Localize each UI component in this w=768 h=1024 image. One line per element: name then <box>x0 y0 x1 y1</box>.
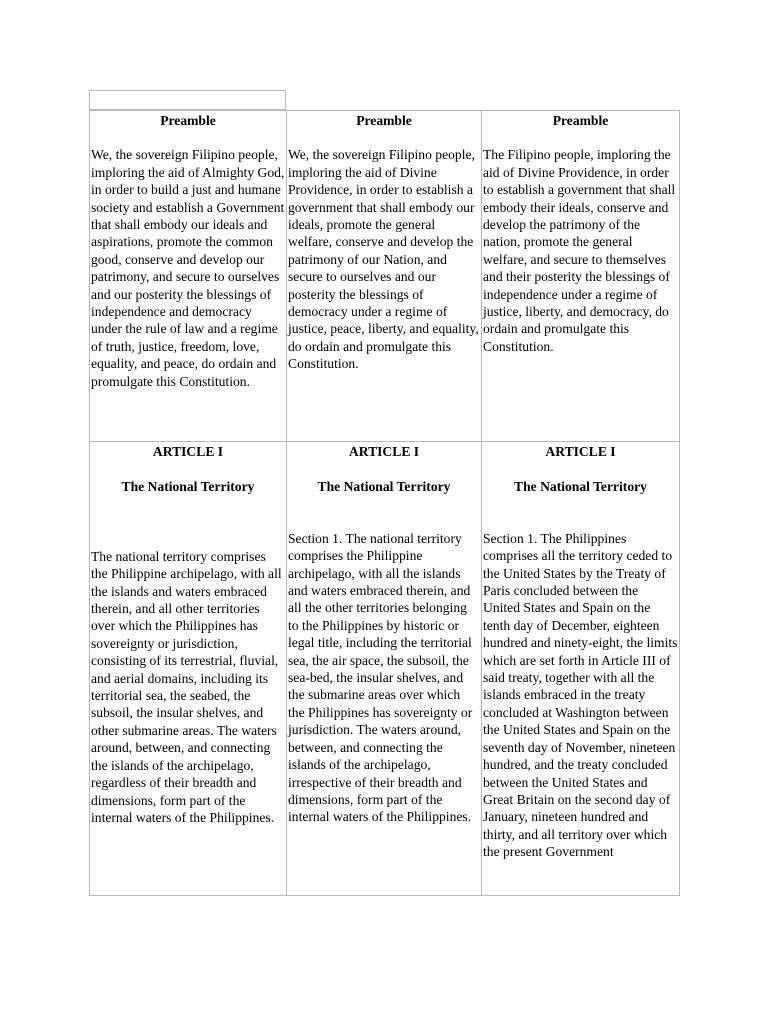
article-title: The National Territory <box>121 479 255 495</box>
constitution-comparison-table <box>89 110 680 896</box>
article-text: Section 1. The national territory comprises the Philippine archipelago, with all the islands and waters embraced therein, and all the other territories belonging to the Philippines by historic or legal title, including the territorial sea, the air space, the subsoil, the sea-bed, the insular shelves, and the submarine areas over which the Philippines has sovereignty or jurisdiction. The waters around, between, and connecting the islands of the archipelago, irrespective of their breadth and dimensions, form part of the internal waters of the Philippines. <box>288 530 473 825</box>
article-cell-1 <box>90 442 286 896</box>
preamble-cell-2 <box>287 111 481 441</box>
preamble-heading: Preamble <box>160 113 216 128</box>
article-title: The National Territory <box>317 479 451 495</box>
preamble-cell-3 <box>482 111 679 441</box>
preamble-heading: Preamble <box>552 113 609 128</box>
article-heading: ARTICLE I <box>545 444 616 459</box>
article-cell-3 <box>482 442 679 896</box>
article-cell-2 <box>287 442 481 896</box>
preamble-text: We, the sovereign Filipino people, imploring the aid of Almighty God, in order to build a just and humane society and establish a Government that shall embody our ideals and aspirations, promote the common good, conserve and develop our patrimony, and secure to ourselves and our posterity the blessings of independence and democracy under the rule of law and a regime of truth, justice, freedom, love, equality, and peace, do ordain and promulgate this Constitution. <box>91 147 285 389</box>
preamble-text: The Filipino people, imploring the aid of Divine Providence, in order to establish a government that shall embody their ideals, conserve and develop the patrimony of the nation, promote the general welfare, and secure to themselves and their posterity the blessings of independence under a regime of justice, liberty, and democracy, do ordain and promulgate this Constitution. <box>483 147 676 354</box>
article-heading: ARTICLE I <box>348 444 420 459</box>
preamble-cell-1 <box>90 111 286 441</box>
article-text: Section 1. The Philippines comprises all the territory ceded to the United States by the Treaty of Paris concluded between the United States and Spain on the tenth day of December, eighteen hundred and ninety-eight, the limits which are set forth in Article III of said treaty, together with all the islands embraced in the treaty concluded at Washington between the United States and Spain on the seventh day of November, nineteen hundred, and the treaty concluded between the United States and Great Britain on the second day of January, nineteen hundred and thirty, and all territory over which the present Government <box>483 530 678 860</box>
article-text: The national territory comprises the Philippine archipelago, with all the islands and waters embraced therein, and all other territories over which the Philippines has sovereignty or jurisdiction, consisting of its terrestrial, fluvial, and aerial domains, including its territorial sea, the seabed, the subsoil, the insular shelves, and other submarine areas. The waters around, between, and connecting the islands of the archipelago, regardless of their breadth and dimensions, form part of the internal waters of the Philippines. <box>91 548 282 825</box>
article-title: The National Territory <box>514 479 647 495</box>
preamble-text: We, the sovereign Filipino people, imploring the aid of Divine Providence, in order to establish a government that shall embody our ideals, promote the general welfare, conserve and develop the patrimony of our Nation, and secure to ourselves and our posterity the blessings of democracy under a regime of justice, peace, liberty, and equality, do ordain and promulgate this Constitution. <box>288 147 479 372</box>
empty-header-cell <box>89 90 286 110</box>
preamble-heading: Preamble <box>356 113 412 128</box>
article-heading: ARTICLE I <box>152 444 224 459</box>
